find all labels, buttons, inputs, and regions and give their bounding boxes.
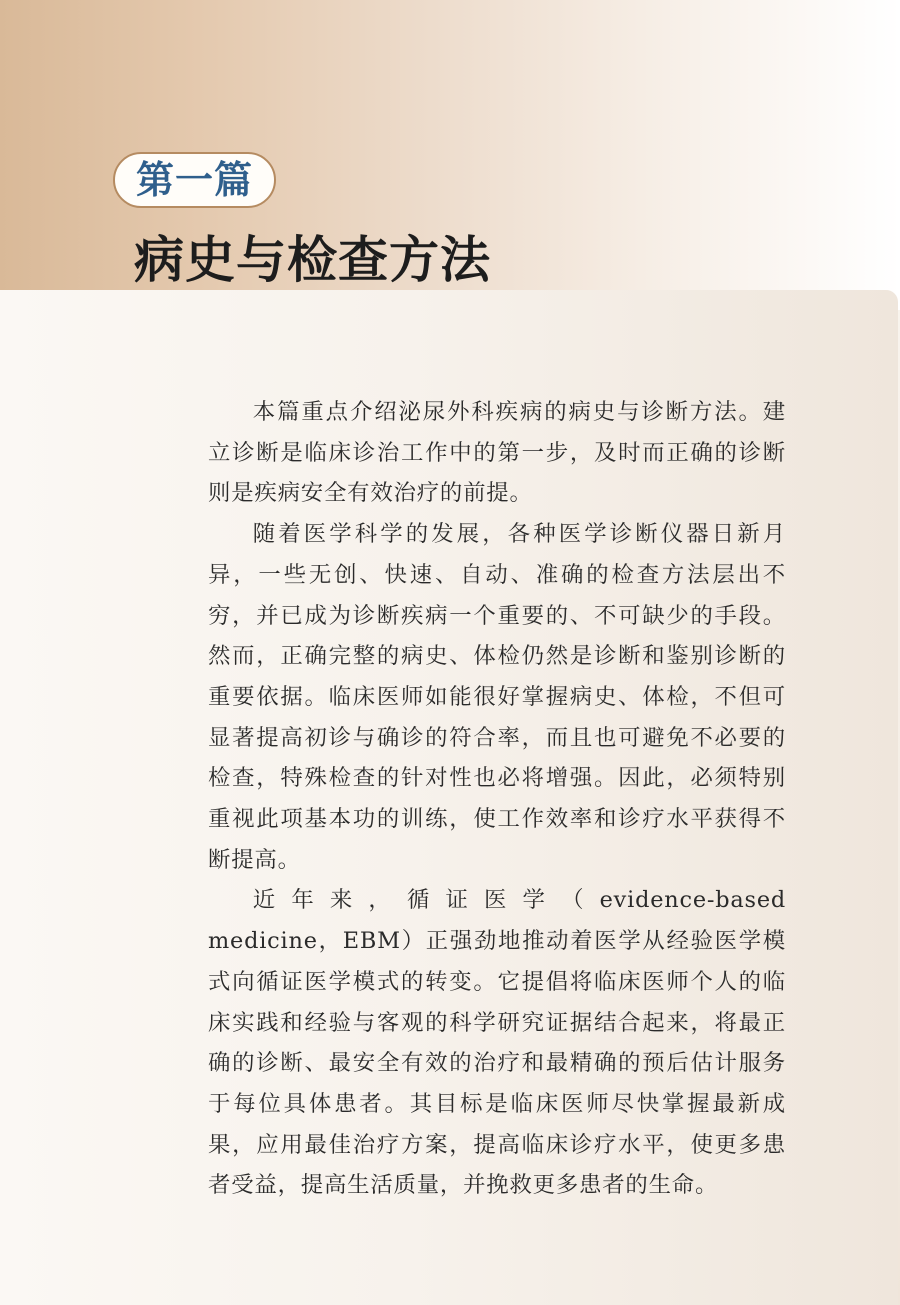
paragraph-3: 近年来，循证医学（evidence-based medicine，EBM）正强劲地推动着医学从经验医学模式向循证医学模式的转变。它提倡将临床医师个人的临床实践和经验与客观的科学研究证据结合起来，将最正确的诊断、最安全有效的治疗和最精确的预后估计服务于每位具体患者。其目标是临床医师尽快掌握最新成果，应用最佳治疗方案，提高临床诊疗水平，使更多患者受益，提高生活质量，并挽救更多患者的生命。: [208, 887, 786, 1199]
paragraph-2: 随着医学科学的发展，各种医学诊断仪器日新月异，一些无创、快速、自动、准确的检查方法层出不穷，并已成为诊断疾病一个重要的、不可缺少的手段。然而，正确完整的病史、体检仍然是诊断和鉴别诊断的重要依据。临床医师如能很好掌握病史、体检，不但可显著提高初诊与确诊的符合率，而且也可避免不必要的检查，特殊检查的针对性也必将增强。因此，必须特别重视此项基本功的训练，使工作效率和诊疗水平获得不断提高。: [208, 521, 786, 873]
part-label: 第一篇: [113, 152, 276, 208]
body-text: [208, 392, 786, 1206]
part-title: 病史与检查方法: [134, 230, 491, 289]
paragraph-1: 本篇重点介绍泌尿外科疾病的病史与诊断方法。建立诊断是临床诊治工作中的第一步，及时而正确的诊断则是疾病安全有效治疗的前提。: [208, 399, 786, 507]
